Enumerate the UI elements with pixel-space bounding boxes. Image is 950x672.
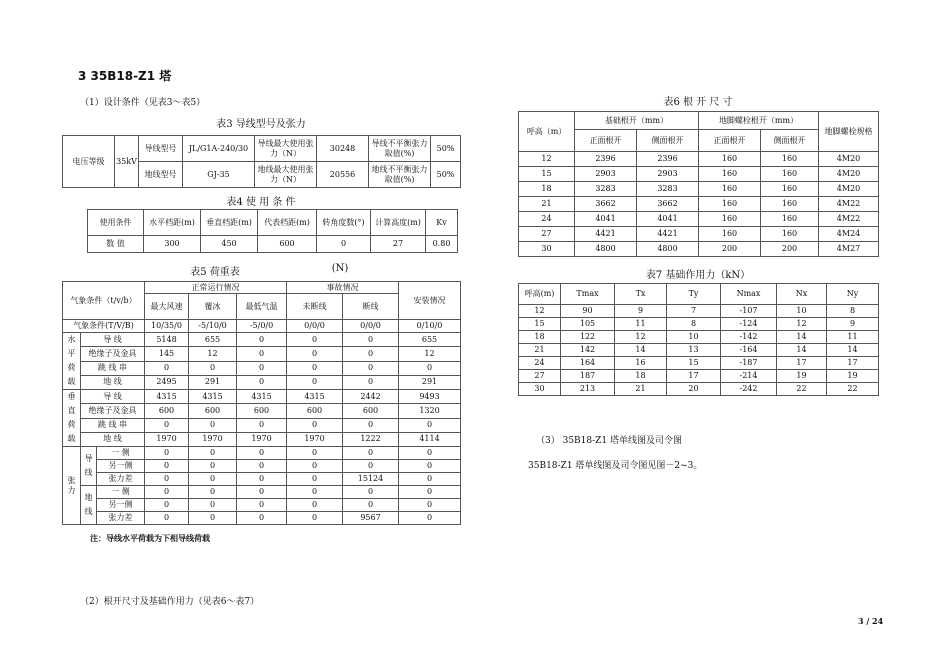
t7-cell: 7 — [667, 305, 721, 318]
tension-cell: 0 — [287, 486, 343, 499]
t7-cell: 30 — [519, 383, 561, 396]
t7-cell: 11 — [827, 331, 879, 344]
load-cell: 0 — [343, 333, 399, 347]
t6-cell: 30 — [519, 242, 575, 257]
t7-cell: 12 — [777, 318, 827, 331]
tension-cell: 0 — [343, 447, 399, 460]
tension-cell: 0 — [237, 486, 287, 499]
load-cell: 5148 — [145, 333, 189, 347]
load-cell: 0 — [237, 375, 287, 389]
t6-cell: 12 — [519, 152, 575, 167]
t6-foundation-header: 基础根开（mm） — [575, 112, 699, 130]
tension-cell: 0 — [189, 473, 237, 486]
tension-cell: 0 — [399, 512, 461, 525]
t7-cell: 14 — [615, 344, 667, 357]
t6-cell: 2396 — [637, 152, 699, 167]
t7-cell: 9 — [615, 305, 667, 318]
t7-cell: 8 — [667, 318, 721, 331]
t6-cell: 160 — [699, 197, 761, 212]
t7-cell: -107 — [721, 305, 777, 318]
icing-header: 覆冰 — [189, 294, 237, 320]
tension-cell: 0 — [237, 460, 287, 473]
t7-header: Tmax — [561, 284, 615, 305]
tension-cell: 0 — [145, 460, 189, 473]
load-row-label: 跳 线 串 — [81, 418, 145, 432]
load-cell: 0 — [237, 333, 287, 347]
t6-cell: 4800 — [575, 242, 637, 257]
no-break-header: 未断线 — [287, 294, 343, 320]
conductor-unbalance-label: 导线不平衡张力取值(%) — [369, 136, 431, 162]
tension-row-label: 一 侧 — [97, 486, 145, 499]
installation-header: 安装情况 — [399, 282, 461, 320]
load-row-label: 地 线 — [81, 432, 145, 446]
t6-cell: 160 — [761, 152, 819, 167]
t4-value: 0 — [317, 236, 371, 253]
t6-cell: 2396 — [575, 152, 637, 167]
t6-side-header: 侧面根开 — [761, 130, 819, 152]
tension-cell: 0 — [189, 486, 237, 499]
t7-header: Ny — [827, 284, 879, 305]
load-cell: 1222 — [343, 432, 399, 446]
t6-cell: 3283 — [637, 182, 699, 197]
load-row-label: 导 线 — [81, 390, 145, 404]
table5-caption: 表5 荷重表 — [190, 267, 240, 278]
tension-cell: 0 — [287, 512, 343, 525]
table5-unit: (N) — [331, 263, 349, 274]
t7-cell: -164 — [721, 344, 777, 357]
load-cell: 0 — [237, 347, 287, 361]
tension-cell: 0 — [343, 499, 399, 512]
t4-value: 27 — [371, 236, 426, 253]
t6-cell: 2903 — [637, 167, 699, 182]
t6-cell: 160 — [761, 197, 819, 212]
load-cell: 0 — [189, 418, 237, 432]
t6-cell: 200 — [761, 242, 819, 257]
tension-cell: 0 — [399, 486, 461, 499]
load-cell: 9493 — [399, 390, 461, 404]
t6-cell: 4M20 — [819, 182, 879, 197]
tension-row-label: 另一侧 — [97, 460, 145, 473]
t7-cell: -124 — [721, 318, 777, 331]
groundwire-type: GJ-35 — [183, 162, 255, 188]
load-cell: 600 — [237, 404, 287, 418]
load-cell: 0 — [343, 347, 399, 361]
t7-cell: 14 — [777, 331, 827, 344]
load-cell: 0 — [237, 418, 287, 432]
tension-cell: 0 — [237, 499, 287, 512]
tension-cell: 0 — [237, 447, 287, 460]
tension-cell: 0 — [237, 512, 287, 525]
t4-header: 使用条件 — [88, 210, 144, 236]
t7-cell: 17 — [777, 357, 827, 370]
load-cell: 2442 — [343, 390, 399, 404]
t6-cell: 24 — [519, 212, 575, 227]
weather-value: 0/10/0 — [399, 320, 461, 333]
load-cell: 145 — [145, 347, 189, 361]
accident-header: 事故情况 — [287, 282, 399, 294]
t6-cell: 200 — [699, 242, 761, 257]
tension-cell: 0 — [343, 460, 399, 473]
load-cell: 0 — [145, 361, 189, 375]
load-cell: 1970 — [145, 432, 189, 446]
load-cell: 600 — [189, 404, 237, 418]
t7-cell: 12 — [519, 305, 561, 318]
tension-cell: 0 — [145, 512, 189, 525]
conductor-max: 30248 — [317, 136, 369, 162]
table3-caption: 表3 导线型号及张力 — [216, 119, 306, 130]
table7-caption: 表7 基础作用力（kN） — [645, 270, 751, 281]
t4-value: 0.80 — [426, 236, 458, 253]
tension-cell: 0 — [287, 473, 343, 486]
t7-cell: 22 — [777, 383, 827, 396]
load-cell: 4114 — [399, 432, 461, 446]
load-cell: 0 — [399, 418, 461, 432]
load-cell: 0 — [287, 333, 343, 347]
root-opening-heading: （2）根开尺寸及基础作用力（见表6～表7） — [80, 597, 260, 607]
t7-cell: 15 — [519, 318, 561, 331]
t6-cell: 27 — [519, 227, 575, 242]
min-temp-header: 最低气温 — [237, 294, 287, 320]
table7 — [518, 283, 879, 396]
t6-cell: 15 — [519, 167, 575, 182]
t6-cell: 4041 — [575, 212, 637, 227]
table6 — [518, 111, 879, 257]
t6-cell: 160 — [699, 182, 761, 197]
page-number: 3 / 24 — [858, 616, 884, 626]
weather-value: 0/0/0 — [287, 320, 343, 333]
t7-cell: 20 — [667, 383, 721, 396]
t6-cell: 21 — [519, 197, 575, 212]
t6-height-header: 呼高（m） — [519, 112, 575, 152]
t4-header: 水平档距(m) — [144, 210, 201, 236]
load-cell: 600 — [343, 404, 399, 418]
diagram-heading: （3） 35B18-Z1 塔单线图及司令图 — [536, 436, 682, 446]
t6-cell: 4421 — [637, 227, 699, 242]
t7-cell: 18 — [615, 370, 667, 383]
load-cell: 0 — [343, 418, 399, 432]
t7-cell: 21 — [615, 383, 667, 396]
t7-cell: -242 — [721, 383, 777, 396]
table5-note: 注：导线水平荷载为下相导线荷载 — [90, 533, 210, 543]
horizontal-load-label: 水平荷载 — [63, 333, 81, 390]
tension-groundwire-label: 地线 — [81, 486, 97, 525]
t7-cell: 213 — [561, 383, 615, 396]
t6-cell: 4M22 — [819, 212, 879, 227]
groundwire-unbalance: 50% — [431, 162, 461, 188]
t4-value: 600 — [258, 236, 317, 253]
weather-value: -5/0/0 — [237, 320, 287, 333]
t7-cell: 24 — [519, 357, 561, 370]
t7-cell: 164 — [561, 357, 615, 370]
conductor-type: JL/G1A-240/30 — [183, 136, 255, 162]
t7-cell: -187 — [721, 357, 777, 370]
tension-cell: 0 — [237, 473, 287, 486]
t7-header: Nmax — [721, 284, 777, 305]
t6-cell: 3662 — [575, 197, 637, 212]
load-cell: 0 — [343, 361, 399, 375]
t4-row-label: 数 值 — [88, 236, 144, 253]
t6-cell: 4M20 — [819, 167, 879, 182]
load-cell: 0 — [287, 347, 343, 361]
load-cell: 0 — [399, 361, 461, 375]
weather-condition-header: 气象条件（t/v/b） — [63, 282, 145, 320]
t7-cell: 8 — [827, 305, 879, 318]
load-cell: 1970 — [189, 432, 237, 446]
load-cell: 655 — [189, 333, 237, 347]
load-row-label: 地 线 — [81, 375, 145, 389]
t6-cell: 160 — [761, 212, 819, 227]
table4 — [87, 209, 458, 253]
t7-cell: -142 — [721, 331, 777, 344]
weather-row-label: 气象条件(T/V/B) — [63, 320, 145, 333]
t6-cell: 160 — [699, 227, 761, 242]
t7-header: Tx — [615, 284, 667, 305]
weather-value: -5/10/0 — [189, 320, 237, 333]
tension-cell: 0 — [189, 447, 237, 460]
t7-cell: 14 — [777, 344, 827, 357]
tension-cell: 0 — [287, 499, 343, 512]
tension-conductor-label: 导线 — [81, 447, 97, 486]
t6-cell: 4800 — [637, 242, 699, 257]
tension-cell: 0 — [343, 486, 399, 499]
t6-front-header: 正面根开 — [575, 130, 637, 152]
t7-cell: 142 — [561, 344, 615, 357]
diagram-reference-text: 35B18-Z1 塔单线图及司令图见图－2~3。 — [528, 461, 703, 471]
t7-header: 呼高(m) — [519, 284, 561, 305]
load-cell: 4315 — [287, 390, 343, 404]
t6-cell: 4M24 — [819, 227, 879, 242]
voltage-label: 电压等级 — [63, 136, 115, 188]
t6-cell: 2903 — [575, 167, 637, 182]
tension-cell: 0 — [145, 486, 189, 499]
t7-cell: 17 — [827, 357, 879, 370]
t7-cell: 13 — [667, 344, 721, 357]
table4-caption: 表4 使 用 条 件 — [226, 197, 296, 208]
t6-cell: 4041 — [637, 212, 699, 227]
tension-cell: 0 — [287, 460, 343, 473]
t7-cell: 21 — [519, 344, 561, 357]
t7-header: Nx — [777, 284, 827, 305]
conductor-unbalance: 50% — [431, 136, 461, 162]
tension-cell: 15124 — [343, 473, 399, 486]
load-cell: 291 — [399, 375, 461, 389]
t7-cell: 11 — [615, 318, 667, 331]
vertical-load-label: 垂直荷载 — [63, 390, 81, 447]
voltage-value: 35kV — [115, 136, 139, 188]
design-conditions-heading: （1）设计条件（见表3～表5） — [80, 98, 206, 108]
t6-cell: 4421 — [575, 227, 637, 242]
load-cell: 0 — [343, 375, 399, 389]
t7-cell: 9 — [827, 318, 879, 331]
t7-cell: 10 — [667, 331, 721, 344]
tension-cell: 0 — [399, 447, 461, 460]
tension-cell: 0 — [189, 460, 237, 473]
t6-cell: 160 — [761, 182, 819, 197]
tension-cell: 0 — [145, 473, 189, 486]
t7-cell: 14 — [827, 344, 879, 357]
t7-cell: 18 — [519, 331, 561, 344]
weather-value: 10/35/0 — [145, 320, 189, 333]
tension-cell: 0 — [189, 512, 237, 525]
tension-row-label: 另一侧 — [97, 499, 145, 512]
groundwire-max-label: 地线最大使用张力（N） — [255, 162, 317, 188]
tension-cell: 9567 — [343, 512, 399, 525]
t6-cell: 160 — [699, 167, 761, 182]
t6-cell: 4M27 — [819, 242, 879, 257]
load-cell: 600 — [287, 404, 343, 418]
t6-cell: 160 — [699, 212, 761, 227]
load-cell: 0 — [287, 375, 343, 389]
load-cell: 12 — [399, 347, 461, 361]
table3 — [62, 135, 461, 188]
t4-value: 450 — [201, 236, 258, 253]
t6-cell: 3283 — [575, 182, 637, 197]
tension-row-label: 张力差 — [97, 512, 145, 525]
normal-operation-header: 正常运行情况 — [145, 282, 287, 294]
tension-row-label: 张力差 — [97, 473, 145, 486]
load-cell: 0 — [287, 361, 343, 375]
tension-cell: 0 — [189, 499, 237, 512]
load-cell: 12 — [189, 347, 237, 361]
t7-cell: 122 — [561, 331, 615, 344]
table5 — [62, 281, 461, 525]
load-cell: 4315 — [189, 390, 237, 404]
tension-label: 张力 — [63, 447, 81, 525]
t4-header: 代表档距(m) — [258, 210, 317, 236]
t6-cell: 160 — [761, 227, 819, 242]
load-row-label: 绝缘子及金具 — [81, 404, 145, 418]
t7-cell: 19 — [777, 370, 827, 383]
tension-cell: 0 — [287, 447, 343, 460]
load-cell: 0 — [287, 418, 343, 432]
load-row-label: 导 线 — [81, 333, 145, 347]
load-cell: 1970 — [287, 432, 343, 446]
t6-cell: 18 — [519, 182, 575, 197]
t7-cell: 12 — [615, 331, 667, 344]
t6-cell: 160 — [761, 167, 819, 182]
t7-cell: 27 — [519, 370, 561, 383]
tension-cell: 0 — [145, 499, 189, 512]
conductor-max-label: 导线最大使用张力（N） — [255, 136, 317, 162]
t6-cell: 3662 — [637, 197, 699, 212]
table6-caption: 表6 根 开 尺 寸 — [663, 97, 733, 108]
load-cell: 1970 — [237, 432, 287, 446]
t7-cell: 90 — [561, 305, 615, 318]
load-cell: 2495 — [145, 375, 189, 389]
t4-header: 计算高度(m) — [371, 210, 426, 236]
t7-cell: 22 — [827, 383, 879, 396]
weather-value: 0/0/0 — [343, 320, 399, 333]
groundwire-unbalance-label: 地线不平衡张力取值(%) — [369, 162, 431, 188]
load-cell: 291 — [189, 375, 237, 389]
t7-cell: 19 — [827, 370, 879, 383]
load-cell: 600 — [145, 404, 189, 418]
t6-cell: 160 — [699, 152, 761, 167]
load-cell: 0 — [237, 361, 287, 375]
t4-header: 转角度数(°) — [317, 210, 371, 236]
t6-spec-header: 地脚螺栓规格 — [819, 112, 879, 152]
t4-header: 垂直档距(m) — [201, 210, 258, 236]
break-header: 断线 — [343, 294, 399, 320]
load-cell: 4315 — [237, 390, 287, 404]
t7-cell: 105 — [561, 318, 615, 331]
load-cell: 655 — [399, 333, 461, 347]
t7-cell: 16 — [615, 357, 667, 370]
load-cell: 0 — [189, 361, 237, 375]
conductor-type-label: 导线型号 — [139, 136, 183, 162]
t6-cell: 4M22 — [819, 197, 879, 212]
tension-row-label: 一 侧 — [97, 447, 145, 460]
t6-cell: 4M20 — [819, 152, 879, 167]
tension-cell: 0 — [399, 473, 461, 486]
max-wind-header: 最大风速 — [145, 294, 189, 320]
load-cell: 1320 — [399, 404, 461, 418]
t7-header: Ty — [667, 284, 721, 305]
tension-cell: 0 — [145, 447, 189, 460]
groundwire-max: 20556 — [317, 162, 369, 188]
t6-side-header: 侧面根开 — [637, 130, 699, 152]
t7-cell: 187 — [561, 370, 615, 383]
t6-bolt-header: 地脚螺栓根开（mm） — [699, 112, 819, 130]
load-cell: 0 — [145, 418, 189, 432]
t7-cell: -214 — [721, 370, 777, 383]
t4-header: Kv — [426, 210, 458, 236]
tension-cell: 0 — [399, 499, 461, 512]
groundwire-type-label: 地线型号 — [139, 162, 183, 188]
t7-cell: 10 — [777, 305, 827, 318]
t7-cell: 15 — [667, 357, 721, 370]
load-row-label: 跳 线 串 — [81, 361, 145, 375]
section-title: 3 35B18-Z1 塔 — [78, 69, 172, 83]
load-row-label: 绝缘子及金具 — [81, 347, 145, 361]
tension-cell: 0 — [399, 460, 461, 473]
t7-cell: 17 — [667, 370, 721, 383]
t6-front-header: 正面根开 — [699, 130, 761, 152]
load-cell: 4315 — [145, 390, 189, 404]
t4-value: 300 — [144, 236, 201, 253]
